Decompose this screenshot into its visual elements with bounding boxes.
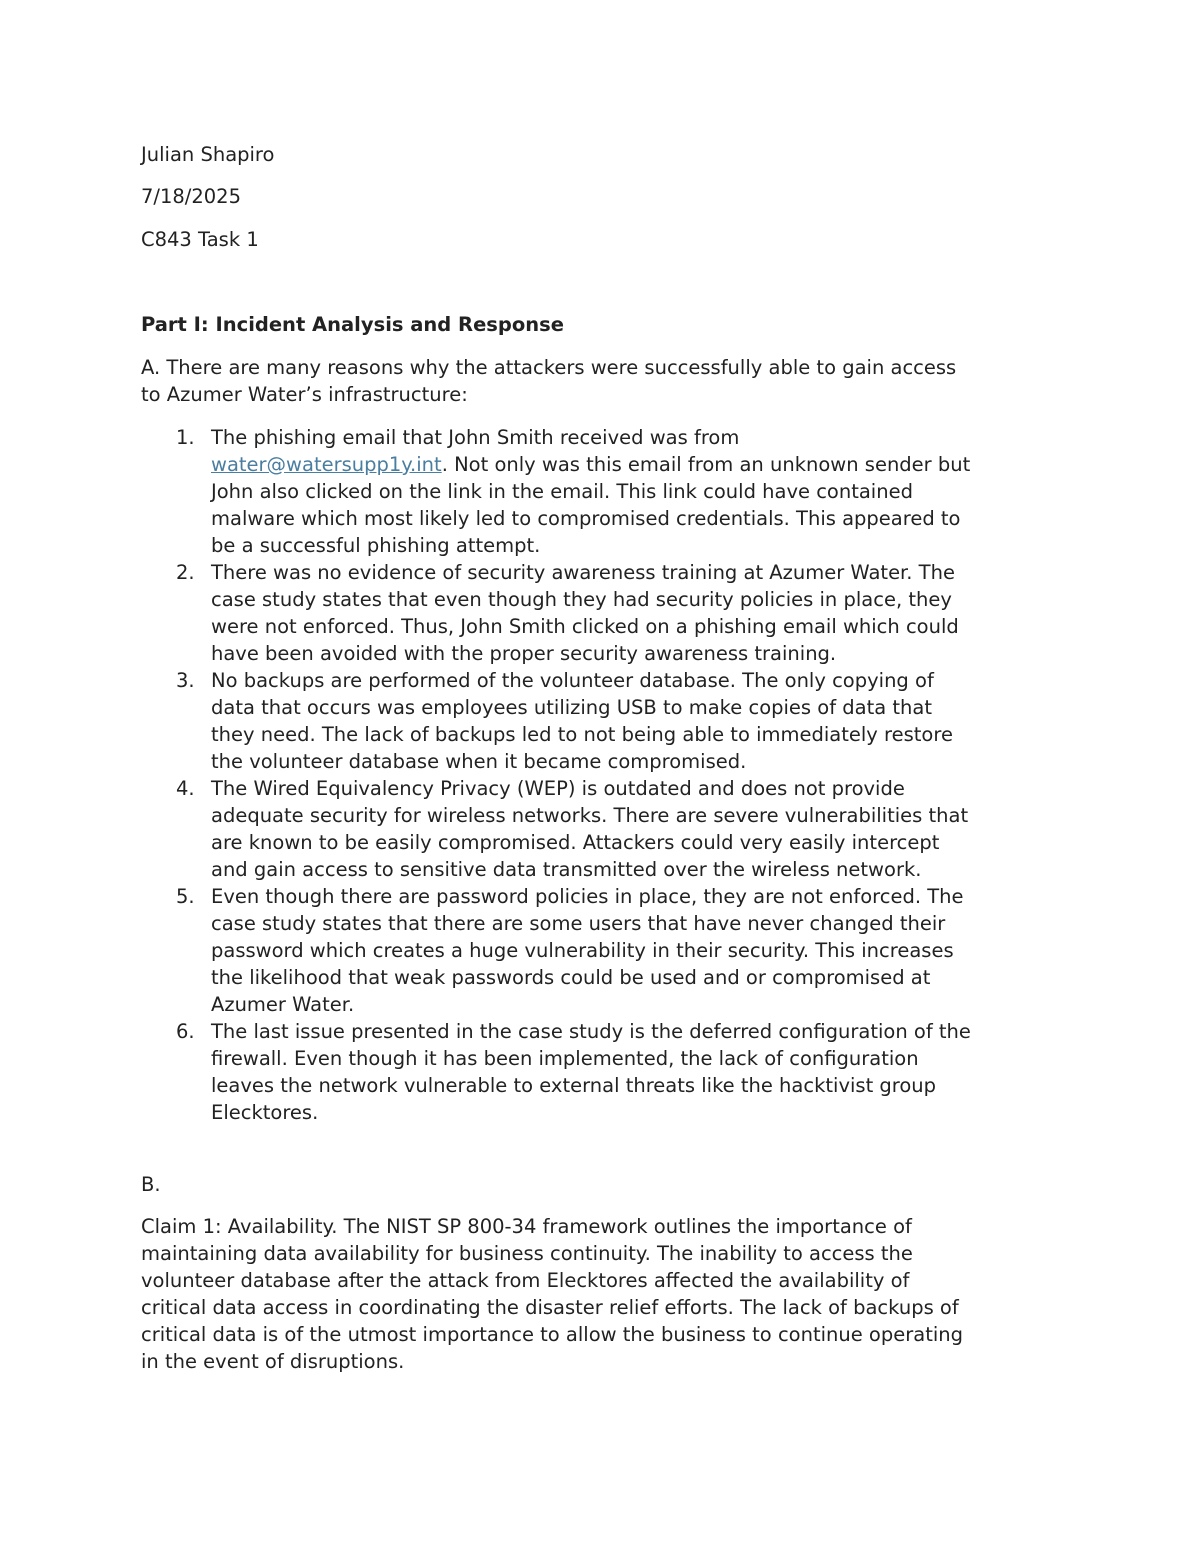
list-line: adequate security for wireless networks. There are severe vulnerabilities that [211, 804, 969, 827]
list-number: 3. [176, 669, 195, 692]
list-line: the likelihood that weak passwords could be used and or compromised at [211, 966, 931, 989]
list-line: The Wired Equivalency Privacy (WEP) is outdated and does not provide [211, 777, 905, 800]
list-line: Elecktores. [211, 1101, 319, 1124]
list-number: 6. [176, 1020, 195, 1043]
list-line: case study states that there are some users that have never changed their [211, 912, 946, 935]
claim-line: Claim 1: Availability. The NIST SP 800-34 framework outlines the importance of [141, 1215, 912, 1238]
list-line: the volunteer database when it became compromised. [211, 750, 747, 773]
part-heading: Part I: Incident Analysis and Response [141, 313, 564, 336]
course-title: C843 Task 1 [141, 228, 259, 251]
date: 7/18/2025 [141, 185, 241, 208]
list-line: be a successful phishing attempt. [211, 534, 541, 557]
list-line: leaves the network vulnerable to external threats like the hacktivist group [211, 1074, 937, 1097]
email-link[interactable]: water@watersupp1y.int [211, 453, 442, 476]
list-line: There was no evidence of security awareness training at Azumer Water. The [211, 561, 955, 584]
list-line: Even though there are password policies in place, they are not enforced. The [211, 885, 964, 908]
list-line: they need. The lack of backups led to not being able to immediately restore [211, 723, 953, 746]
section-b-label: B. [141, 1173, 161, 1196]
list-line: were not enforced. Thus, John Smith clicked on a phishing email which could [211, 615, 959, 638]
list-number: 4. [176, 777, 195, 800]
author-name: Julian Shapiro [141, 143, 275, 166]
list-number: 1. [176, 426, 195, 449]
list-number: 5. [176, 885, 195, 908]
list-line: John also clicked on the link in the email. This link could have contained [211, 480, 913, 503]
list-line-text: . Not only was this email from an unknown sender but [441, 453, 971, 476]
list-line: have been avoided with the proper security awareness training. [211, 642, 837, 665]
list-line: No backups are performed of the volunteer database. The only copying of [211, 669, 934, 692]
list-line: data that occurs was employees utilizing USB to make copies of data that [211, 696, 932, 719]
list-line: The last issue presented in the case study is the deferred configuration of the [211, 1020, 971, 1043]
list-line: Azumer Water. [211, 993, 355, 1016]
list-line: firewall. Even though it has been implemented, the lack of configuration [211, 1047, 919, 1070]
list-line: and gain access to sensitive data transmitted over the wireless network. [211, 858, 922, 881]
claim-line: in the event of disruptions. [141, 1350, 405, 1373]
intro-line: to Azumer Water’s infrastructure: [141, 383, 468, 406]
list-line: are known to be easily compromised. Attackers could very easily intercept [211, 831, 940, 854]
list-line: password which creates a huge vulnerability in their security. This increases [211, 939, 954, 962]
claim-line: maintaining data availability for business continuity. The inability to access the [141, 1242, 913, 1265]
claim-line: volunteer database after the attack from Elecktores affected the availability of [141, 1269, 910, 1292]
claim-line: critical data access in coordinating the disaster relief efforts. The lack of backups of [141, 1296, 959, 1319]
intro-line: A. There are many reasons why the attackers were successfully able to gain access [141, 356, 957, 379]
list-line: case study states that even though they had security policies in place, they [211, 588, 952, 611]
claim-line: critical data is of the utmost importance to allow the business to continue operating [141, 1323, 963, 1346]
list-line: malware which most likely led to compromised credentials. This appeared to [211, 507, 961, 530]
list-line: The phishing email that John Smith received was from [211, 426, 740, 449]
list-number: 2. [176, 561, 195, 584]
list-line [211, 451, 970, 478]
